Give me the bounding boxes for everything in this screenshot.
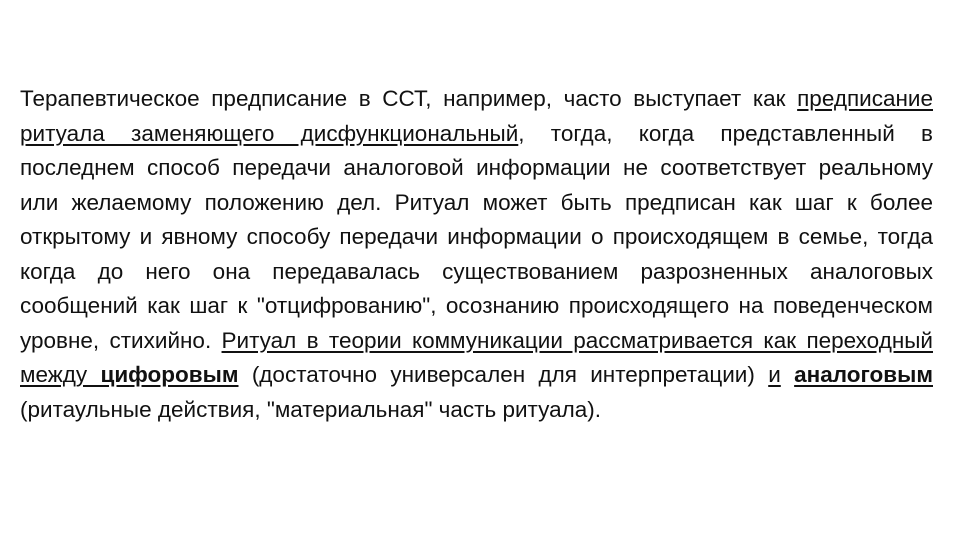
underlined-phrase: предписание ритуала заменяющего дисфункциональный	[20, 86, 933, 146]
underlined-conjunction: и	[768, 362, 781, 387]
text-segment: (достаточно универсален для интерпретации)	[238, 362, 769, 387]
text-segment	[781, 362, 794, 387]
text-segment: (ритаульные действия, "материальная" часть ритуала).	[20, 396, 601, 422]
underlined-phrase: Ритуал в теории коммуникации рассматривается как переходный между	[20, 327, 933, 387]
text-segment: , тогда, когда представленный в последнем способ передачи аналоговой информации не соответствует реальному или желаемому положению дел. Ритуал может быть предписан как шаг к более открытому и явному способу передачи информации о происходящем в семье, тогда когда до него она передавалась существованием разрозненных аналоговых сообщений как шаг к "отцифрованию", осознанию происходящего на поведенческом уровне, стихийно.	[20, 120, 933, 353]
text-segment: Терапевтическое предписание в ССТ, например, часто выступает как	[20, 86, 798, 111]
bold-underlined-term: цифоровым	[100, 362, 239, 387]
bold-underlined-term: аналоговым	[794, 362, 933, 387]
body-paragraph	[20, 82, 933, 427]
